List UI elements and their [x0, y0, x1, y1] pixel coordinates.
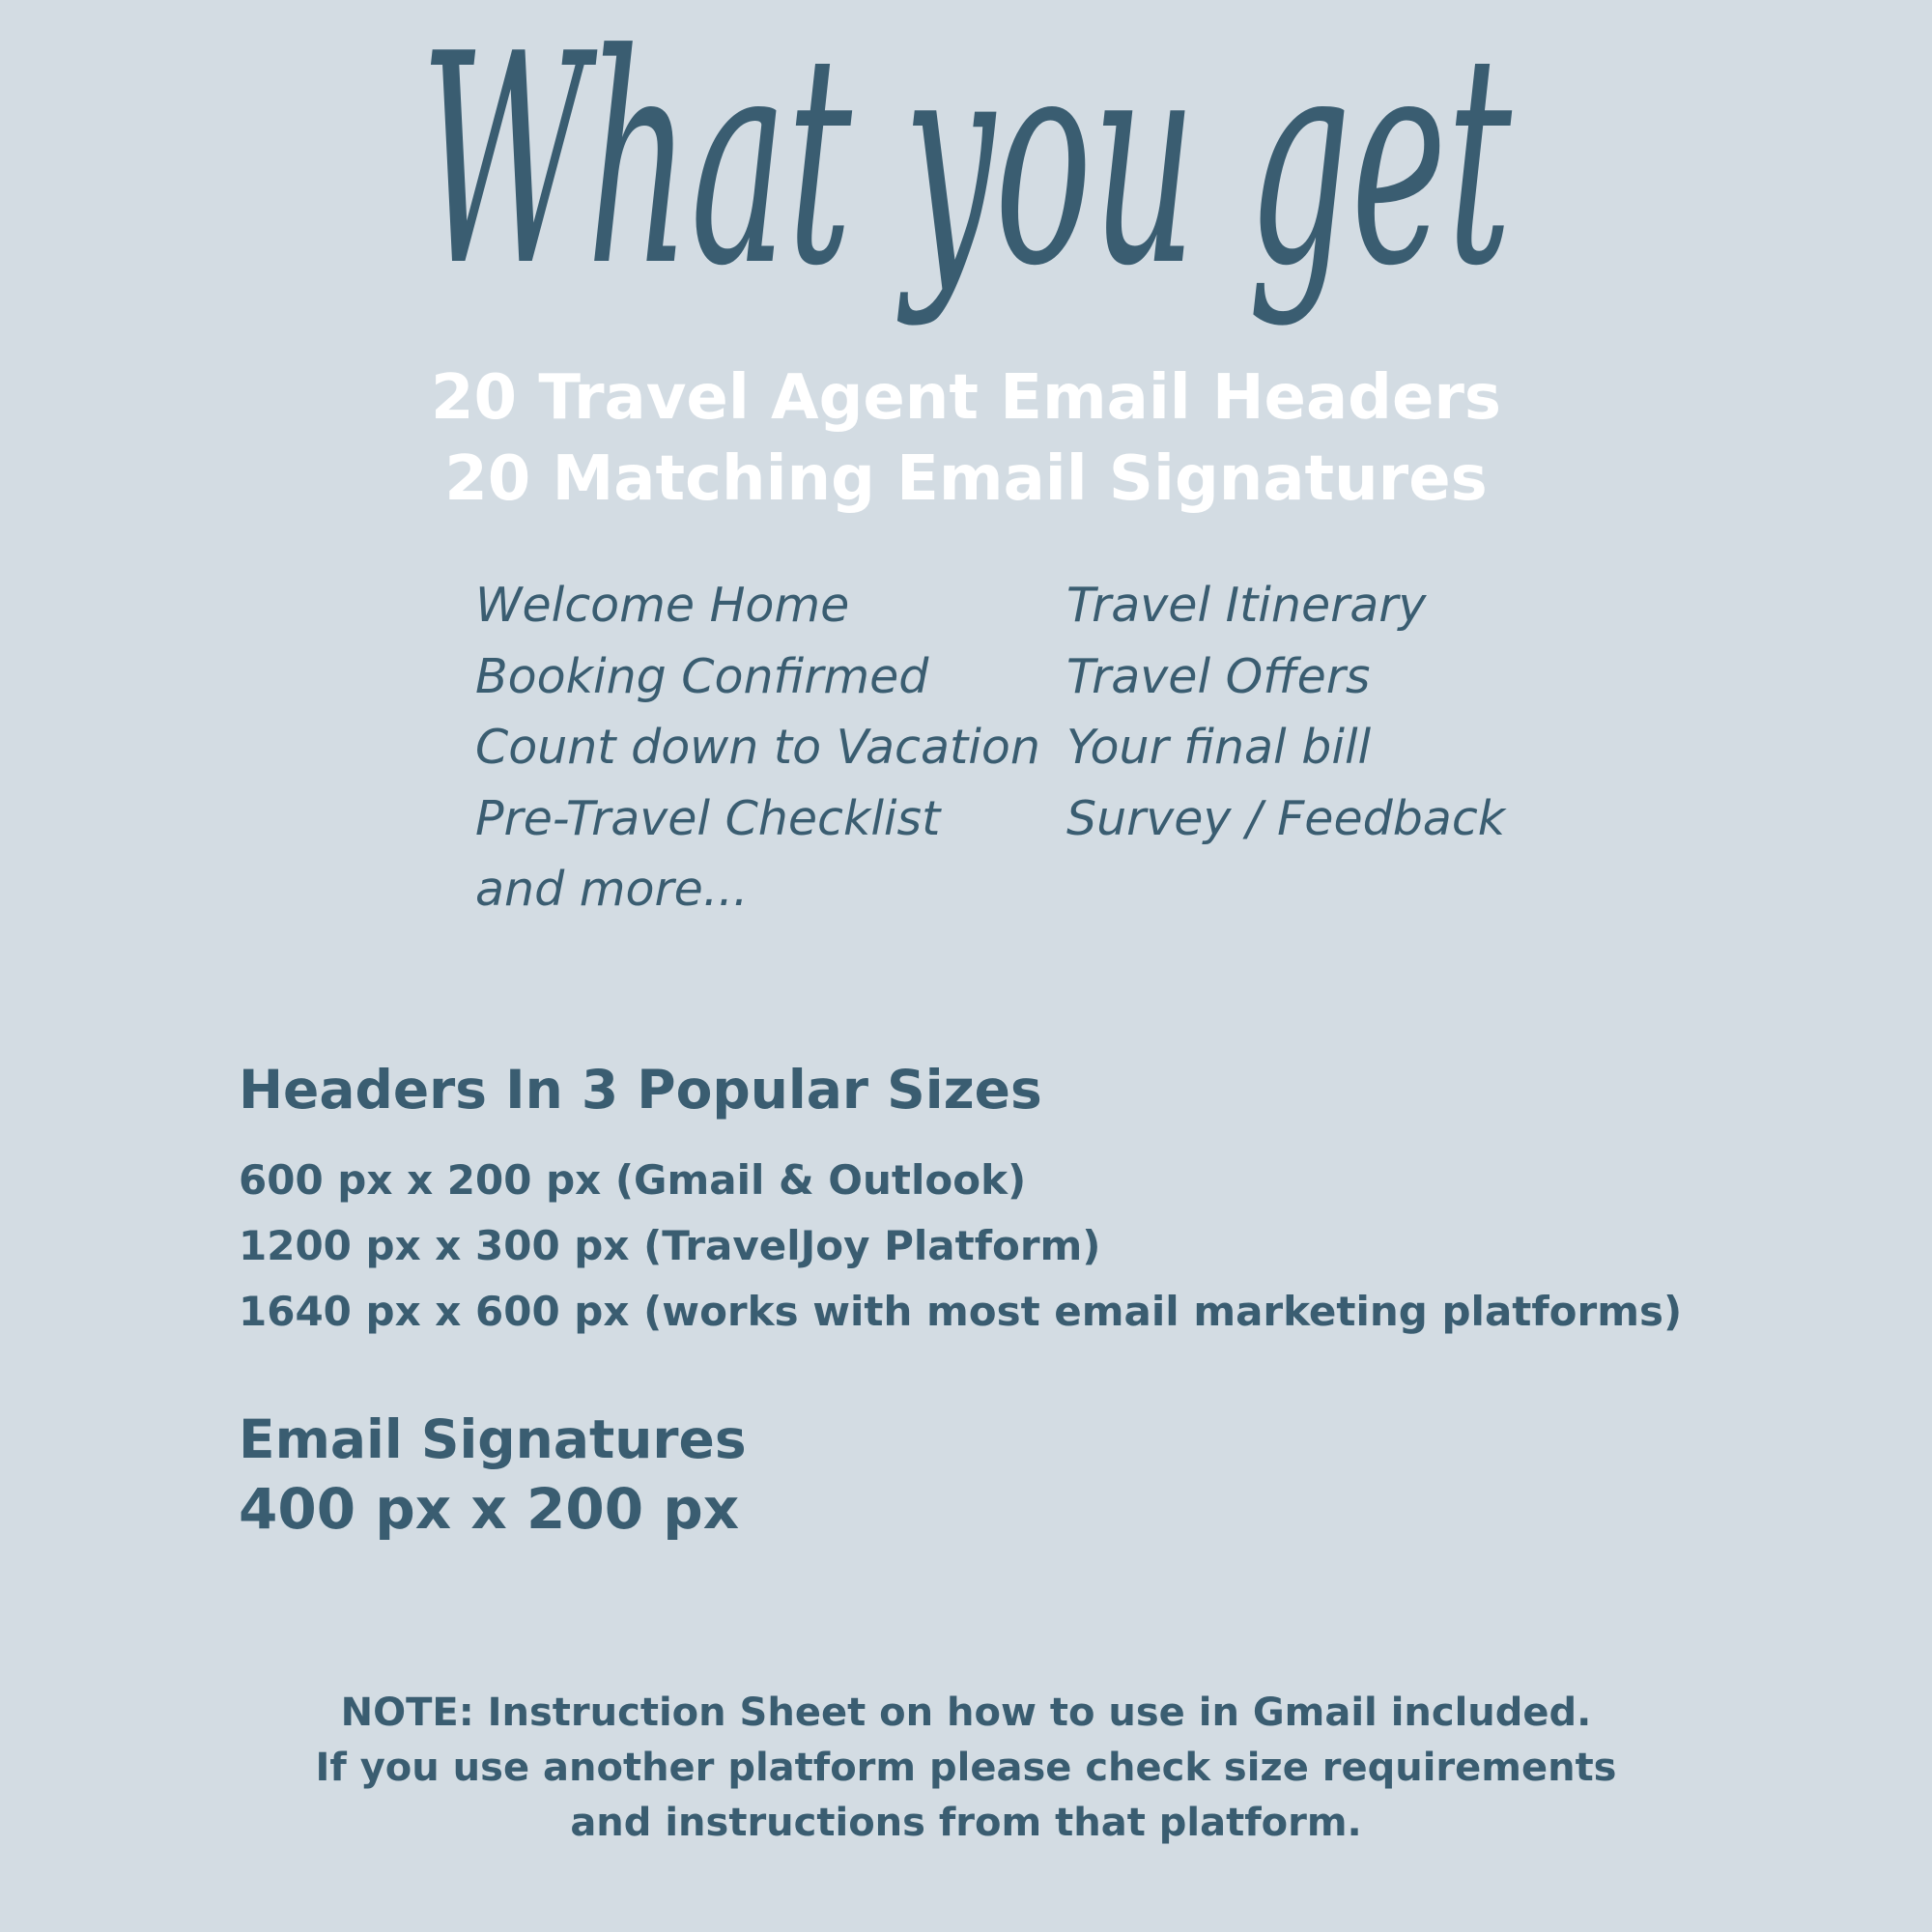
signature-size: 400 px x 200 px	[239, 1476, 740, 1542]
list-item: Pre-Travel Checklist	[475, 790, 941, 846]
list-item: Booking Confirmed	[475, 648, 929, 704]
note-line: NOTE: Instruction Sheet on how to use in Gmail included.	[340, 1690, 1592, 1735]
list-item: and more...	[475, 862, 749, 917]
header-sizes-list	[239, 1148, 1682, 1345]
note-line: and instructions from that platform.	[570, 1801, 1362, 1845]
script-title	[0, 0, 1932, 377]
list-item: Survey / Feedback	[1066, 790, 1506, 846]
note-block	[0, 1686, 1932, 1851]
signatures-heading: Email Signatures	[239, 1408, 747, 1470]
size-row: 1200 px x 300 px (TravelJoy Platform)	[239, 1222, 1101, 1269]
note-line: If you use another platform please check size requirements	[315, 1746, 1617, 1790]
template-list-right	[1066, 570, 1505, 854]
list-item: Welcome Home	[475, 578, 850, 633]
headers-heading: Headers In 3 Popular Sizes	[239, 1059, 1042, 1121]
title-text: What you get	[420, 0, 1513, 329]
template-list-left	[475, 570, 1040, 925]
list-item: Travel Itinerary	[1066, 578, 1427, 633]
list-item: Count down to Vacation	[475, 720, 1040, 775]
subtitle-headers: 20 Travel Agent Email Headers	[430, 362, 1502, 434]
subtitle-signatures: 20 Matching Email Signatures	[444, 443, 1488, 515]
list-item: Your final bill	[1066, 720, 1372, 775]
size-row: 600 px x 200 px (Gmail & Outlook)	[239, 1156, 1027, 1204]
list-item: Travel Offers	[1066, 648, 1371, 704]
size-row: 1640 px x 600 px (works with most email marketing platforms)	[239, 1288, 1683, 1335]
